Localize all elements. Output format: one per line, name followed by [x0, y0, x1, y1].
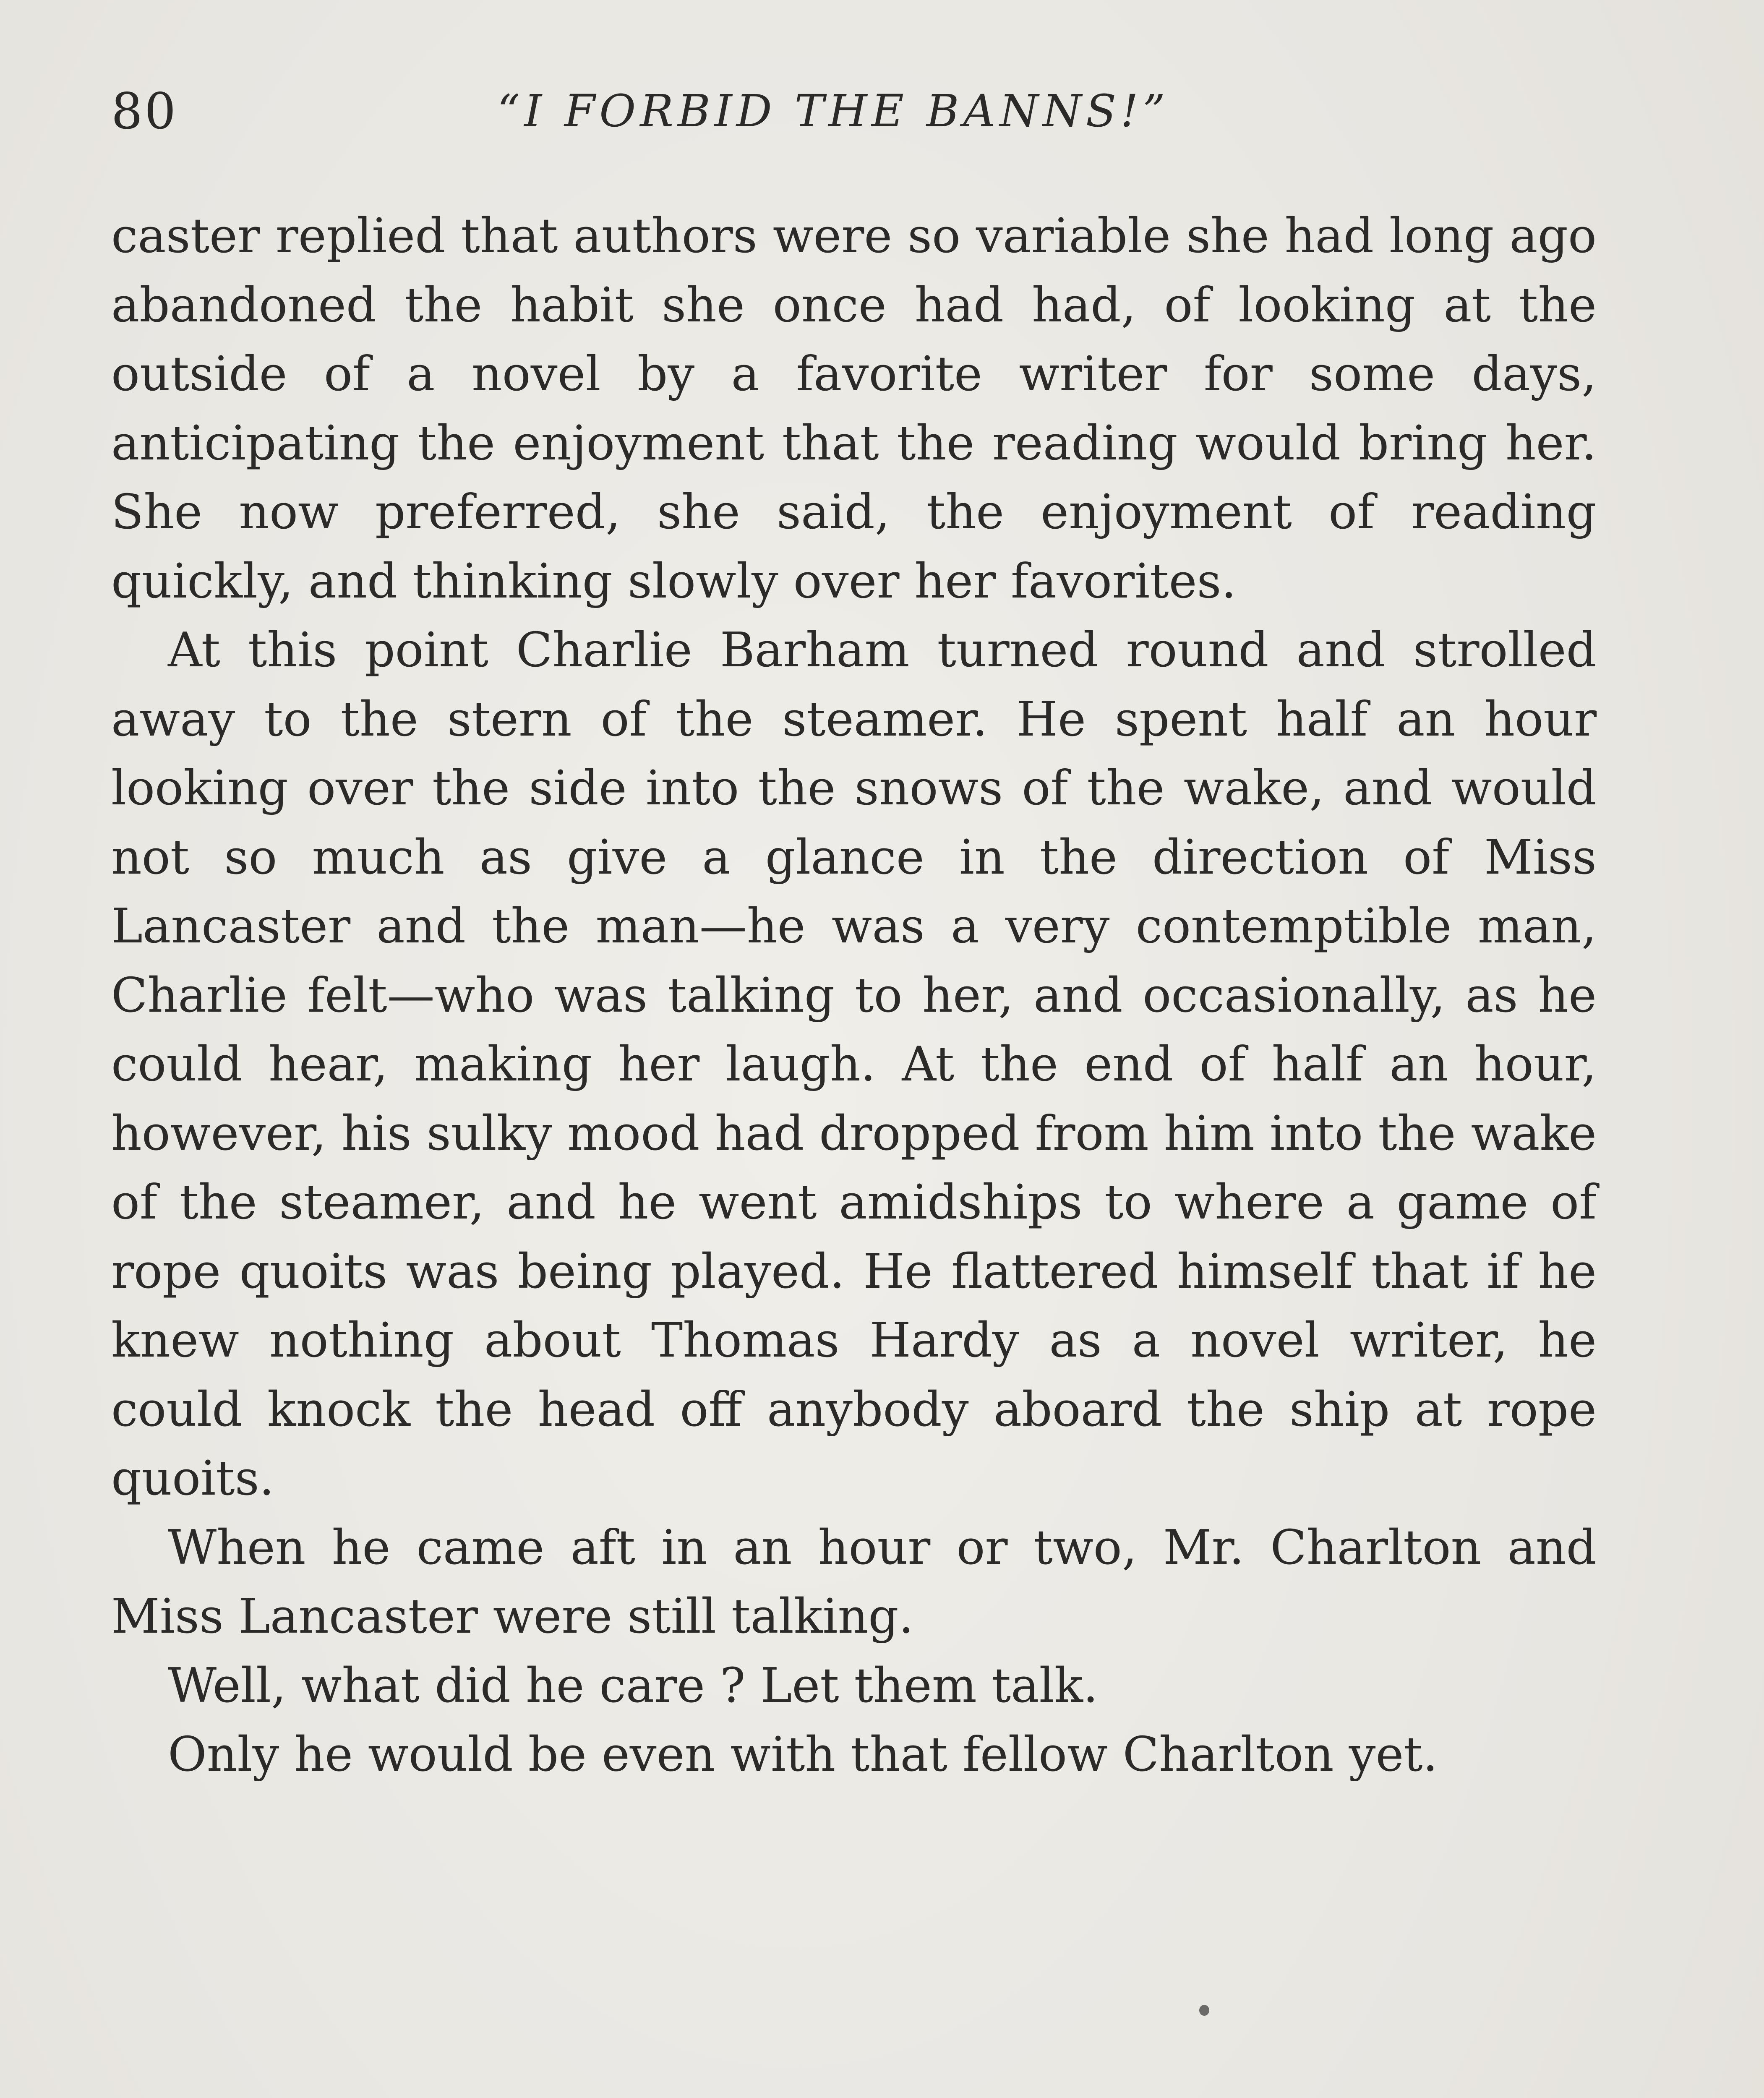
paragraph-charlie-barham: At this point Charlie Barham turned round and strolled away to the stern of the steamer. He spent half an hour looking over the side into the snows of the wake, and would not so much as give a glance in the direction of Miss Lancaster and the man—he was a very contemptible man, Charlie felt—who was talking to her, and occasionally, as he could hear, making her laugh. At the end of half an hour, however, his sulky mood had dropped from him into the wake of the steamer, and he went amidships to where a game of rope quoits was being played. He flattered himself that if he knew nothing about Thomas Hardy as a novel writer, he could knock the head off anybody aboard the ship at rope quoits. [111, 622, 1597, 1506]
running-title: “I FORBID THE BANNS!” [497, 85, 1170, 137]
ink-speck [1199, 2005, 1209, 2016]
paragraph-what-did-he-care: Well, what did he care ? Let them talk. [168, 1657, 1099, 1713]
page-number: 80 [111, 82, 178, 140]
paragraph-even-with-charlton: Only he would be even with that fellow Charlton yet. [168, 1727, 1438, 1782]
paragraph-continued: caster replied that authors were so variable she had long ago abandoned the habit she once had had, of looking at the outside of a novel by a favorite writer for some days, anticipating the enjoyment that the reading would bring her. She now preferred, she said, the enjoyment of reading quickly, and thinking slowly over her favorites. [111, 208, 1597, 609]
body-text [111, 201, 1597, 1789]
page-header [111, 80, 1597, 143]
paragraph-came-aft: When he came aft in an hour or two, Mr. Charlton and Miss Lancaster were still talking. [111, 1519, 1597, 1644]
